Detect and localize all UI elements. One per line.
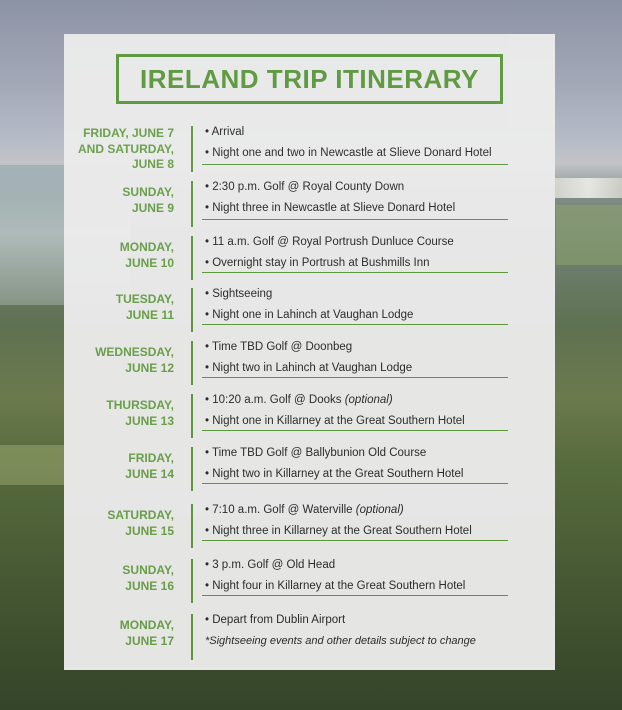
item-text: • 2:30 p.m. Golf @ Royal County Down [205, 181, 405, 193]
itinerary-day [64, 236, 555, 280]
itinerary-item [205, 202, 455, 214]
day-label [64, 292, 174, 323]
itinerary-item [205, 394, 393, 406]
row-separator [202, 540, 508, 541]
day-label [64, 508, 174, 539]
itinerary-day [64, 504, 555, 548]
row-separator [202, 272, 508, 273]
row-separator [202, 324, 508, 325]
optional-tag: (optional) [344, 394, 393, 406]
day-label-line: JUNE 16 [125, 578, 174, 593]
day-label-line: JUNE 8 [131, 157, 174, 171]
day-label-line: SUNDAY, [122, 563, 174, 577]
row-separator [202, 164, 508, 165]
page-title: IRELAND TRIP ITINERARY [140, 63, 479, 94]
itinerary-day [64, 614, 555, 660]
row-separator [202, 595, 508, 596]
day-label-line: JUNE 9 [131, 200, 174, 215]
itinerary-item [205, 468, 463, 480]
divider-bar [191, 559, 193, 603]
day-label [64, 185, 174, 216]
day-label [64, 345, 174, 376]
divider-bar [191, 614, 193, 660]
itinerary-item [205, 147, 492, 159]
divider-bar [191, 394, 193, 438]
day-label-line: THURSDAY, [106, 398, 174, 412]
item-text: • Sightseeing [205, 288, 273, 300]
day-label-line: FRIDAY, JUNE 7 [83, 126, 174, 140]
day-label-line: JUNE 15 [125, 523, 174, 538]
title-box [116, 54, 503, 104]
day-label-line: SUNDAY, [122, 185, 174, 199]
divider-bar [191, 504, 193, 548]
item-text: • 7:10 a.m. Golf @ Waterville [205, 504, 356, 516]
itinerary-day [64, 126, 555, 172]
disclaimer-note: *Sightseeing events and other details subject to change [205, 635, 476, 647]
day-label-line: JUNE 12 [125, 360, 174, 375]
day-label [64, 618, 174, 649]
itinerary-item [205, 309, 413, 321]
itinerary-item [205, 447, 426, 459]
day-label [64, 563, 174, 594]
divider-bar [191, 447, 193, 491]
itinerary-day [64, 559, 555, 603]
item-text: • Night three in Killarney at the Great Southern Hotel [205, 525, 472, 537]
divider-bar [191, 236, 193, 280]
itinerary-card [64, 34, 555, 670]
row-separator [202, 430, 508, 431]
divider-bar [191, 341, 193, 385]
day-label-line: WEDNESDAY, [95, 345, 174, 359]
itinerary-day [64, 394, 555, 438]
item-text: • Night one in Killarney at the Great Southern Hotel [205, 415, 465, 427]
row-separator [202, 219, 508, 220]
divider-bar [191, 288, 193, 332]
item-text: • Time TBD Golf @ Ballybunion Old Course [205, 447, 427, 459]
item-text: • Night four in Killarney at the Great Southern Hotel [205, 580, 466, 592]
day-label-line: JUNE 10 [125, 255, 174, 270]
item-text: • Night three in Newcastle at Slieve Donard Hotel [205, 202, 456, 214]
day-label-line: AND SATURDAY, [77, 141, 174, 156]
item-text: • 3 p.m. Golf @ Old Head [205, 559, 336, 571]
item-text: • Night two in Killarney at the Great Southern Hotel [205, 468, 464, 480]
item-text: • Arrival [205, 126, 245, 138]
day-label-line: JUNE 17 [125, 633, 174, 648]
fairway-patch [0, 445, 64, 485]
itinerary-day [64, 181, 555, 227]
day-label-line: MONDAY, [119, 618, 174, 632]
itinerary-item [205, 257, 430, 269]
itinerary-item [205, 614, 345, 626]
row-separator [202, 483, 508, 484]
itinerary-day [64, 447, 555, 491]
day-label-line: FRIDAY, [128, 451, 174, 465]
itinerary-item [205, 341, 352, 353]
itinerary-item [205, 504, 404, 516]
day-label-line: JUNE 11 [125, 307, 174, 322]
day-label-line: SATURDAY, [107, 508, 174, 522]
itinerary-item [205, 126, 244, 138]
day-label [64, 451, 174, 482]
itinerary-item [205, 415, 465, 427]
day-label-line: MONDAY, [119, 240, 174, 254]
itinerary-day [64, 341, 555, 385]
itinerary-day [64, 288, 555, 332]
divider-bar [191, 126, 193, 172]
itinerary-item [205, 580, 465, 592]
item-text: • Overnight stay in Portrush at Bushmills Inn [205, 257, 430, 269]
item-text: • Night one and two in Newcastle at Slieve Donard Hotel [205, 147, 492, 159]
day-label-line: JUNE 14 [125, 466, 174, 481]
fairway-patch [556, 205, 622, 265]
itinerary-item [205, 288, 272, 300]
day-label-line: JUNE 13 [125, 413, 174, 428]
itinerary-item [205, 181, 404, 193]
day-label-line: TUESDAY, [115, 292, 174, 306]
item-text: • Time TBD Golf @ Doonbeg [205, 341, 353, 353]
item-text: • Night one in Lahinch at Vaughan Lodge [205, 309, 414, 321]
day-label [64, 126, 174, 173]
row-separator [202, 377, 508, 378]
item-text: • 10:20 a.m. Golf @ Dooks [205, 394, 345, 406]
village-houses [555, 178, 622, 198]
day-label [64, 398, 174, 429]
itinerary-item [205, 559, 335, 571]
optional-tag: (optional) [355, 504, 404, 516]
divider-bar [191, 181, 193, 227]
itinerary-item [205, 236, 454, 248]
item-text: • Night two in Lahinch at Vaughan Lodge [205, 362, 413, 374]
item-text: • 11 a.m. Golf @ Royal Portrush Dunluce Course [205, 236, 454, 248]
itinerary-item [205, 525, 472, 537]
itinerary-item [205, 362, 412, 374]
day-label [64, 240, 174, 271]
item-text: • Depart from Dublin Airport [205, 614, 346, 626]
